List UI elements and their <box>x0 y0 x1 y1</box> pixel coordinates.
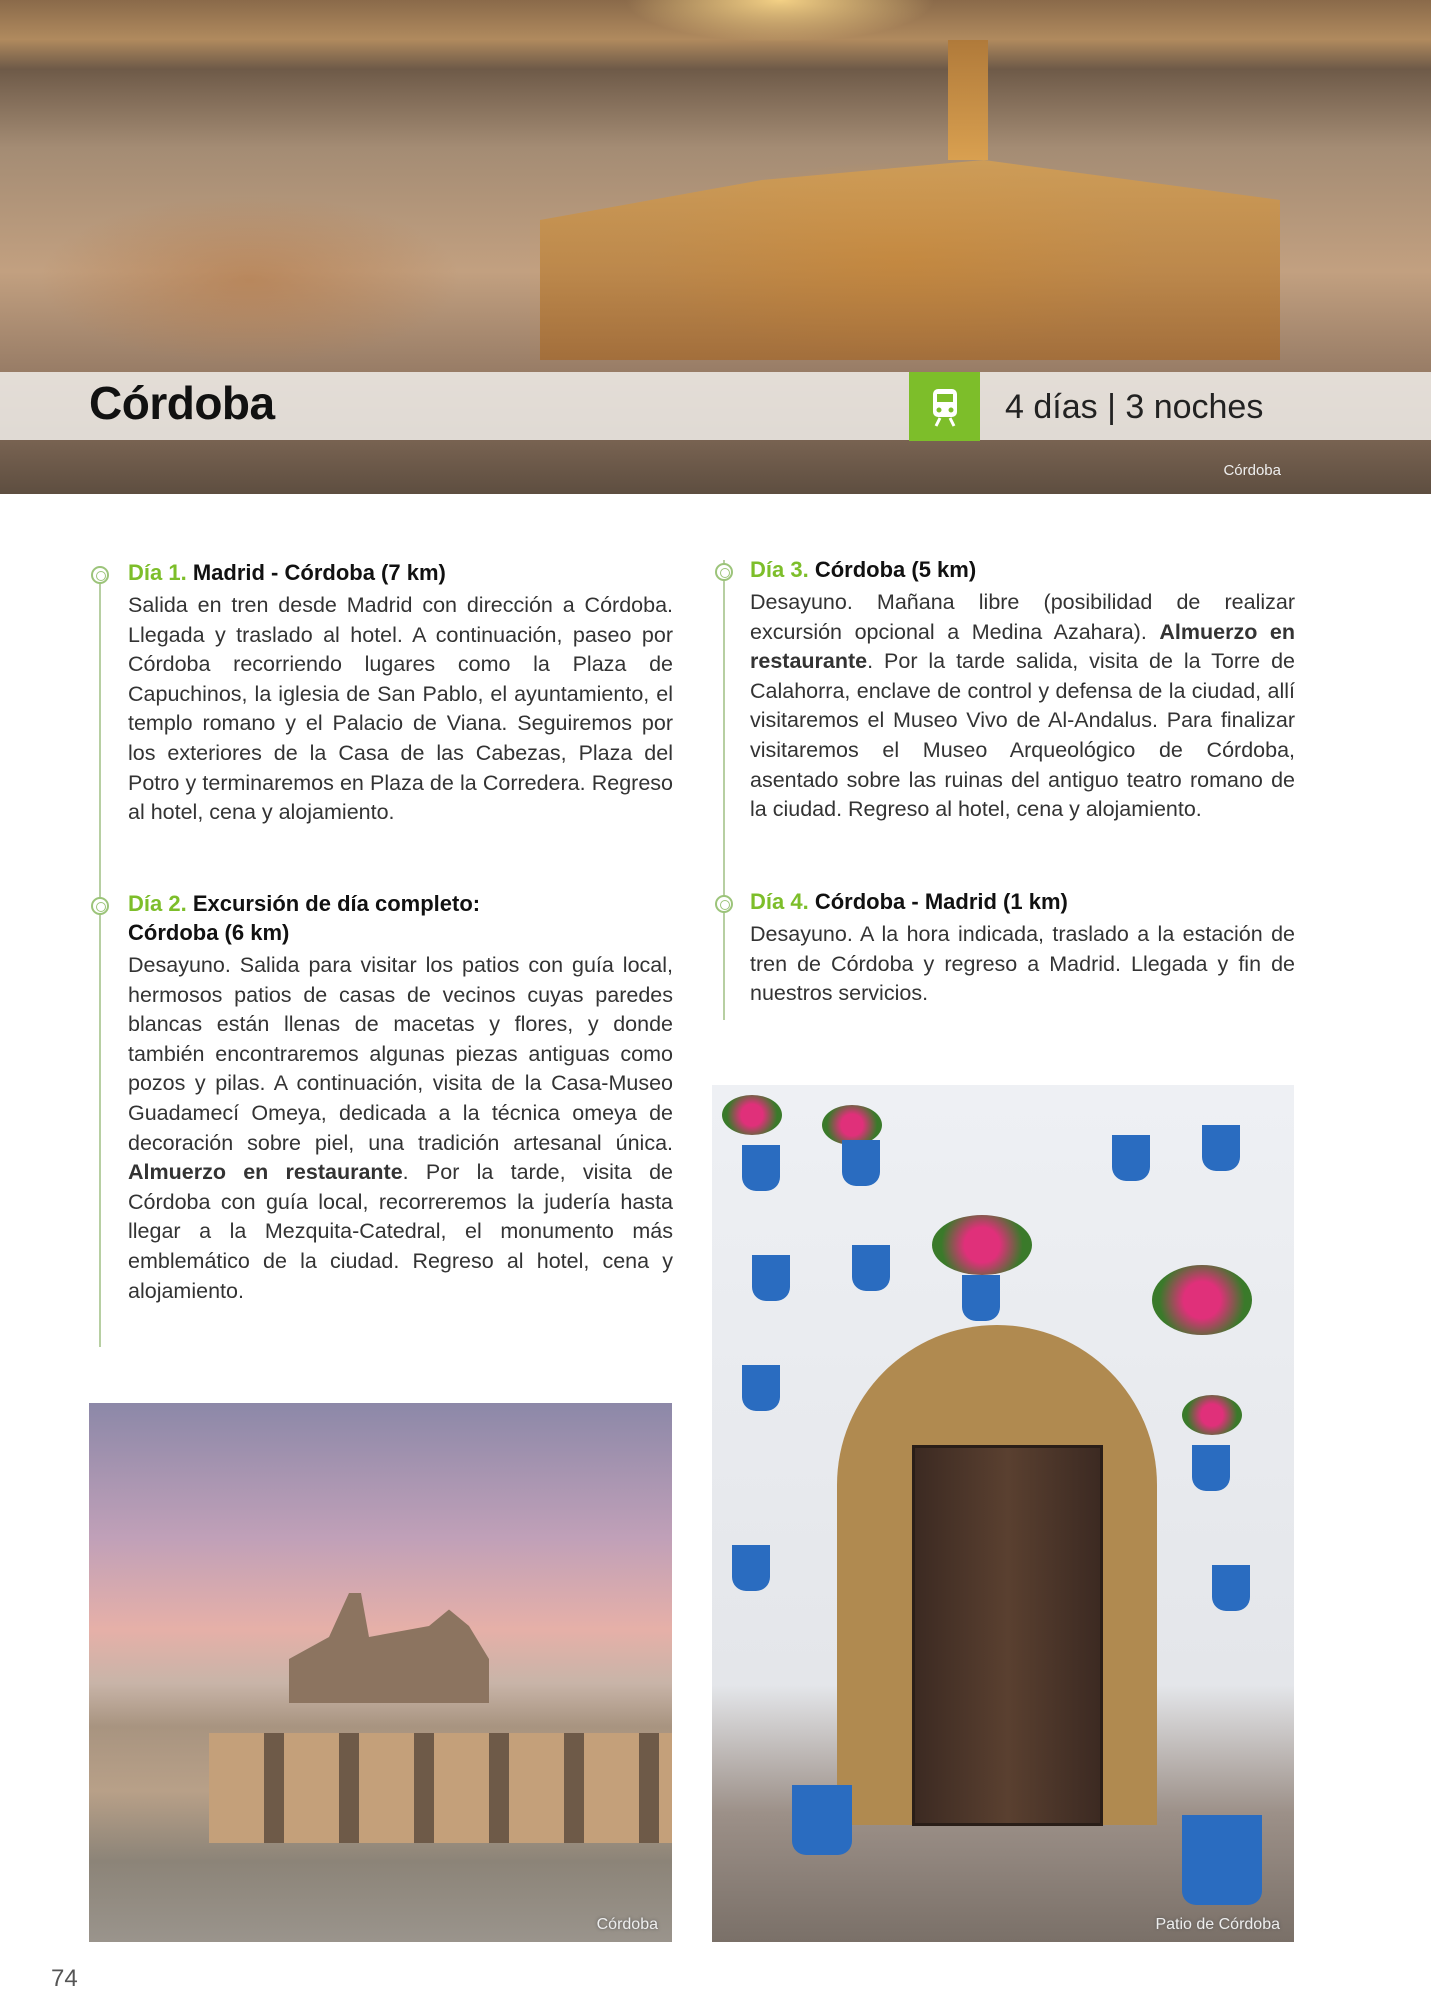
day-description: Desayuno. Mañana libre (posibilidad de realizar excursión opcional a Medina Azahara). <box>750 590 1295 644</box>
day-description: . Por la tarde, visita de Córdoba con guía local, recorreremos la judería hasta llegar a la Mezquita-Catedral, el monumento más emblemático de la ciudad. Regreso al hotel, cena y alojamiento. <box>128 1160 673 1303</box>
meal-highlight: Almuerzo en restaurante <box>750 619 1295 674</box>
flower-pot <box>792 1785 852 1855</box>
flowers <box>1152 1265 1252 1335</box>
day-marker-icon <box>91 897 109 915</box>
day-title: Madrid - Córdoba (7 km) <box>192 560 446 585</box>
day-description: Salida en tren desde Madrid con dirección a Córdoba. Llegada y traslado al hotel. A continuación, paseo por Córdoba recorriendo lugares como la Plaza de Capuchinos, la iglesia de San Pablo, el ayuntamiento, el templo romano y el Palacio de Viana. Seguiremos por los exteriores de la Casa de las Cabezas, Plaza del Potro y terminaremos en Plaza de la Corredera. Regreso al hotel, cena y alojamiento. <box>128 593 673 825</box>
day-marker-icon <box>715 563 733 581</box>
photo-caption: Córdoba <box>596 1916 658 1933</box>
day-4 <box>750 887 1295 1009</box>
hero-photo-cordoba <box>0 0 1431 494</box>
mosque-cathedral <box>540 160 1280 360</box>
timeline-left <box>99 582 101 1347</box>
day-description: . Por la tarde salida, visita de la Torre de Calahorra, enclave de control y defensa de la ciudad, allí visitaremos el Museo Vivo de Al-Andalus. Para finalizar visitaremos el Museo Arqueológico de Córdoba, asentado sobre las ruinas del antiguo teatro romano de la ciudad. Regreso al hotel, cena y alojamiento. <box>750 649 1295 822</box>
flower-pot <box>962 1275 1000 1321</box>
day-description: Desayuno. A la hora indicada, traslado a la estación de tren de Córdoba y regreso a Madrid. Llegada y fin de nuestros servicios. <box>750 922 1295 1006</box>
day-title: Córdoba - Madrid (1 km) <box>814 889 1068 914</box>
flowers <box>822 1105 882 1145</box>
day-marker-icon <box>91 566 109 584</box>
flower-pot <box>742 1365 780 1411</box>
meal-highlight: Almuerzo en restaurante <box>128 1160 403 1185</box>
page-number: 74 <box>51 1965 78 1992</box>
cathedral-silhouette <box>289 1593 489 1703</box>
timeline-right <box>723 560 725 1020</box>
day-1 <box>128 558 673 828</box>
day-3 <box>750 555 1295 825</box>
bridge-arches <box>209 1733 672 1843</box>
flower-pot <box>1112 1135 1150 1181</box>
flower-pot <box>1212 1565 1250 1611</box>
day-2 <box>128 889 673 1306</box>
day-marker-icon <box>715 895 733 913</box>
flowers <box>1182 1395 1242 1435</box>
flower-pot <box>732 1545 770 1591</box>
hero-caption: Córdoba <box>1223 462 1281 479</box>
photo-patio <box>712 1085 1294 1942</box>
photo-caption: Patio de Córdoba <box>1155 1916 1280 1933</box>
flowers <box>722 1095 782 1135</box>
day-title: Excursión de día completo: Córdoba (6 km) <box>128 891 481 945</box>
day-number: Día 2. <box>128 891 187 916</box>
page-title: Córdoba <box>89 377 275 429</box>
flower-pot <box>842 1140 880 1186</box>
flower-pot <box>752 1255 790 1301</box>
day-number: Día 3. <box>750 557 809 582</box>
photo-roman-bridge <box>89 1403 672 1942</box>
flower-pot <box>852 1245 890 1291</box>
flower-pot <box>1182 1815 1262 1905</box>
day-description: Desayuno. Salida para visitar los patios con guía local, hermosos patios de casas de vecinos cuyas paredes blancas están llenas de macetas y flores, y donde también encontraremos algunas piezas antiguas como pozos y pilas. A continuación, visita de la Casa-Museo Guadamecí Omeya, dedicada a la técnica omeya de decoración sobre piel, una tradición artesanal única. <box>128 953 673 1155</box>
train-icon <box>909 372 980 441</box>
trip-duration: 4 días | 3 noches <box>1005 388 1264 426</box>
mosque-tower <box>948 40 988 160</box>
wooden-door <box>912 1445 1103 1826</box>
flower-pot <box>1192 1445 1230 1491</box>
flower-pot <box>1202 1125 1240 1171</box>
day-number: Día 1. <box>128 560 187 585</box>
day-title: Córdoba (5 km) <box>814 557 977 582</box>
flower-pot <box>742 1145 780 1191</box>
day-number: Día 4. <box>750 889 809 914</box>
flowers <box>932 1215 1032 1275</box>
